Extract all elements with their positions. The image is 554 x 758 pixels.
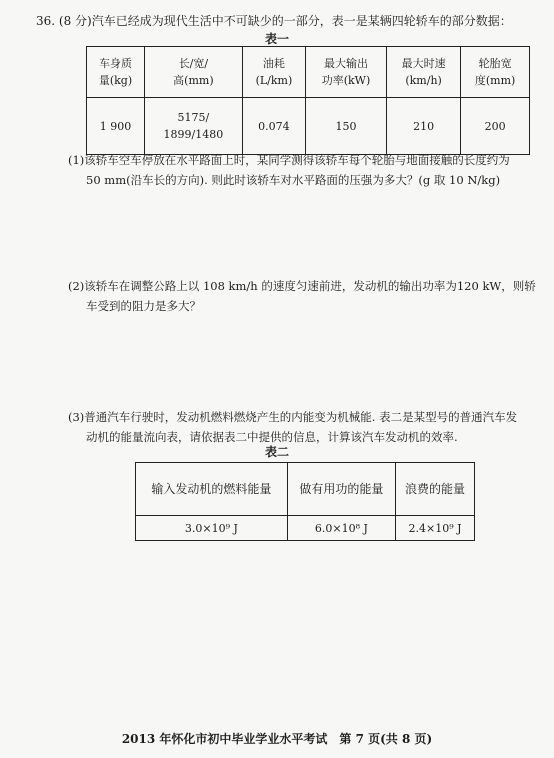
value-cell-speed: 210 [387, 98, 461, 155]
part2-text: (2)该轿车在调整公路上以 108 km/h 的速度匀速前进，发动机的输出功率为120 kW，则轿 车受到的阻力是多大？ [68, 279, 536, 313]
header-cell-power: 最大输出 功率(kW) [305, 47, 386, 98]
value-cell-power: 150 [305, 98, 386, 155]
value-cell-mass: 1 900 [87, 98, 145, 155]
header-cell-useful-energy: 做有用功的能量 [287, 463, 395, 516]
value-cell-wasted-energy: 2.4×10⁹ J [396, 516, 475, 541]
header-cell-speed: 最大时速 (km/h) [387, 47, 461, 98]
page-footer: 2013 年怀化市初中毕业学业水平考试 第 7 页(共 8 页) [121, 732, 433, 746]
part3-text: (3)普通汽车行驶时，发动机燃料燃烧产生的内能变为机械能. 表二是某型号的普通汽车发 动机的能量流向表，请依据表二中提供的信息，计算该汽车发动机的效率. [68, 410, 518, 444]
energy-flow-table [135, 462, 475, 541]
value-cell-input-energy: 3.0×10⁹ J [136, 516, 288, 541]
header-cell-dimensions: 长/宽/ 高(mm) [144, 47, 242, 98]
value-cell-useful-energy: 6.0×10⁸ J [287, 516, 395, 541]
header-cell-fuel: 油耗 (L/km) [242, 47, 305, 98]
header-cell-wasted-energy: 浪费的能量 [396, 463, 475, 516]
value-cell-dimensions: 5175/ 1899/1480 [144, 98, 242, 155]
part1-text: (1)该轿车空车停放在水平路面上时，某同学测得该轿车每个轮胎与地面接触的长度约为 50 mm(沿车长的方向). 则此时该轿车对水平路面的压强为多大？(g 取 10 N/kg) [68, 153, 510, 187]
question-header: 36. (8 分)汽车已经成为现代生活中不可缺少的一部分，表一是某辆四轮轿车的部分数据： [36, 14, 512, 28]
value-cell-tire: 200 [461, 98, 530, 155]
value-cell-fuel: 0.074 [242, 98, 305, 155]
header-cell-tire: 轮胎宽 度(mm) [461, 47, 530, 98]
table2-caption: 表二 [264, 445, 289, 459]
car-data-table [86, 46, 530, 155]
header-cell-mass: 车身质 量(kg) [87, 47, 145, 98]
header-cell-input-energy: 输入发动机的燃料能量 [136, 463, 288, 516]
table1-caption: 表一 [264, 32, 289, 46]
